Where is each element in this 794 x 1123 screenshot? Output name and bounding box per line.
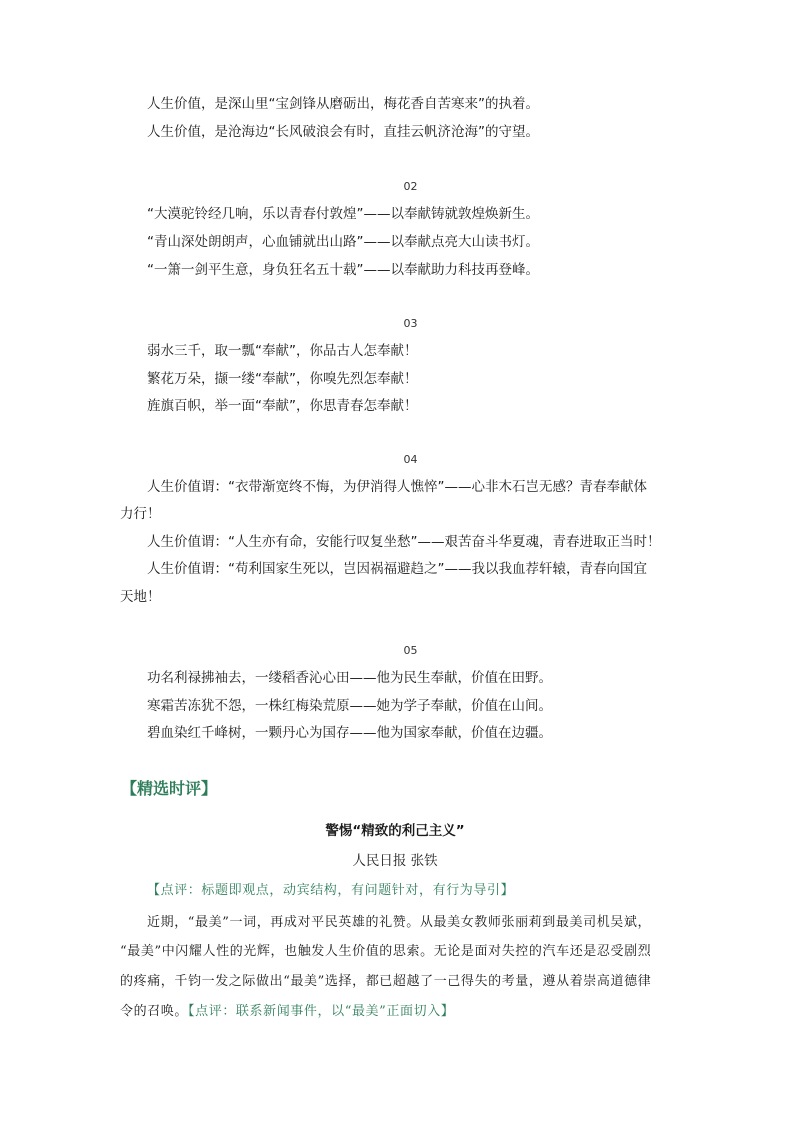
paragraph-line: 的疼痛，千钧一发之际做出“最美”选择，都已超越了一己得失的考量，遵从着崇高道德律 — [120, 974, 652, 989]
commentary-note: 【点评：标题即观点，动宾结构，有问题针对，有行为导引】 — [147, 883, 515, 898]
paragraph-line: 功名利禄拂袖去，一缕稻香沁心田——他为民生奉献，价值在田野。 — [147, 670, 552, 686]
paragraph-line — [120, 1003, 454, 1021]
paragraph-line: 人生价值谓：“人生亦有命，安能行叹复坐愁”——艰苦奋斗华夏魂，青春进取正当时！ — [147, 534, 661, 550]
section-number: 04 — [403, 453, 418, 466]
paragraph-line: “大漠驼铃经几响，乐以青春付敦煌”——以奉献铸就敦煌焕新生。 — [147, 206, 539, 222]
section-heading: 【精选时评】 — [121, 779, 218, 798]
paragraph-line: 人生价值谓：“衣带渐宽终不悔，为伊消得人憔悴”——心非木石岂无感？青春奉献体 — [147, 479, 647, 495]
paragraph-line: 弱水三千，取一瓢“奉献”，你品古人怎奉献！ — [147, 343, 418, 359]
paragraph-line: 寒霜苦冻犹不怨，一株红梅染荒原——她为学子奉献，价值在山间。 — [147, 698, 552, 714]
paragraph-line: 天地！ — [120, 589, 161, 605]
section-number: 03 — [403, 317, 418, 330]
article-title: 警惕“精致的利己主义” — [325, 823, 465, 839]
paragraph-line: 力行！ — [120, 506, 161, 522]
paragraph-text: 令的召唤。 — [120, 1004, 189, 1019]
paragraph-line: “一箫一剑平生意，身负狂名五十载”——以奉献助力科技再登峰。 — [147, 262, 539, 278]
paragraph-line: 近期，“最美”一词，再成对平民英雄的礼赞。从最美女教师张丽莉到最美司机吴斌， — [147, 915, 652, 930]
paragraph-line: 人生价值，是沧海边“长风破浪会有时，直挂云帆济沧海”的守望。 — [147, 124, 539, 140]
section-number: 05 — [403, 644, 418, 657]
paragraph-line: 人生价值，是深山里“宝剑锋从磨砺出，梅花香自苦寒来”的执着。 — [147, 96, 539, 112]
section-number: 02 — [403, 180, 418, 193]
paragraph-line: “青山深处朗朗声，心血铺就出山路”——以奉献点亮大山读书灯。 — [147, 234, 539, 250]
paragraph-line: “最美”中闪耀人性的光辉，也触发人生价值的思索。无论是面对失控的汽车还是忍受剧烈 — [120, 944, 652, 959]
paragraph-line: 碧血染红千峰树，一颗丹心为国存——他为国家奉献，价值在边疆。 — [147, 725, 552, 741]
paragraph-line: 旌旗百帜，举一面“奉献”，你思青春怎奉献！ — [147, 398, 418, 414]
article-byline: 人民日报 张铁 — [352, 853, 438, 869]
commentary-note: 【点评：联系新闻事件，以“最美”正面切入】 — [188, 1004, 455, 1019]
paragraph-line: 人生价值谓：“苟利国家生死以，岂因祸福避趋之”——我以我血荐轩辕，青春向国宜 — [147, 561, 647, 577]
paragraph-line: 繁花万朵，撷一缕“奉献”，你嗅先烈怎奉献！ — [147, 371, 418, 387]
